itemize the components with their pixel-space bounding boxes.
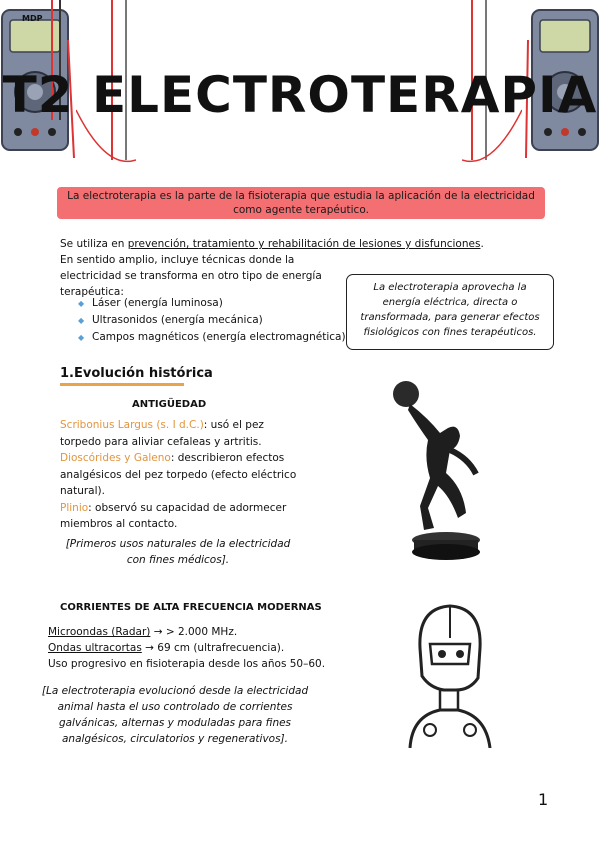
modern-item-text: → 69 cm (ultrafrecuencia). [141, 642, 285, 654]
robot-head-icon [400, 598, 496, 748]
history-item [60, 450, 300, 500]
page-number: 1 [538, 790, 549, 809]
quote-ancient: [Primeros usos naturales de la electricidad con fines médicos]. [65, 538, 291, 566]
history-text: : usó el pez torpedo para aliviar cefaleas y artritis. [60, 419, 264, 448]
modern-heading: CORRIENTES DE ALTA FRECUENCIA MODERNAS [60, 602, 322, 613]
history-text: : describieron efectos analgésicos del pez torpedo (efecto eléctrico natural). [60, 452, 297, 497]
intro-underlined: prevención, tratamiento y rehabilitación de lesiones y disfunciones [127, 238, 481, 250]
section-title-underline [60, 383, 184, 386]
modern-item-term: Microondas (Radar) [48, 626, 151, 638]
section-title: 1.Evolución histórica [60, 366, 213, 381]
quote-summary: [La electroterapia evolucionó desde la electricidad animal hasta el uso controlado de corrientes galvánicas, alternas y moduladas para fines analgésicos, circulatorios y regenerativos]. [41, 685, 309, 745]
list-item: ◆ Láser (energía luminosa) [78, 295, 346, 312]
discobolus-statue-icon [388, 378, 488, 563]
history-name: Dioscórides y Galeno [60, 452, 171, 464]
history-name: Scribonius Largus (s. I d.C.) [60, 419, 204, 431]
list-item: ◆ Ultrasonidos (energía mecánica) [78, 312, 346, 329]
modern-list [48, 624, 325, 672]
modern-item-text: → > 2.000 MHz. [150, 626, 238, 638]
history-name: Plinio [60, 501, 89, 514]
modern-item-term: Ondas ultracortas [48, 642, 142, 654]
intro-text-b: . [480, 238, 484, 250]
history-item [60, 417, 300, 450]
modern-item-text: Uso progresivo en fisioterapia desde los años 50–60. [48, 658, 326, 670]
intro-line2: En sentido amplio, incluye técnicas donde la electricidad se transforma en otro tipo de energía terapéutica: [60, 254, 322, 298]
note-box: La electroterapia aprovecha la energía eléctrica, directa o transformada, para generar efectos fisiológicos con fines terapéuticos. [346, 274, 554, 350]
history-text: : observó su capacidad de adormecer miembros al contacto. [60, 501, 287, 530]
modern-item [48, 656, 325, 672]
page-title: T2 ELECTROTERAPIA [2, 66, 598, 124]
history-list [60, 417, 300, 533]
list-item: ◆ Campos magnéticos (energía electromagnética) [78, 329, 346, 346]
antiguedad-heading: ANTIGÜEDAD [132, 399, 207, 410]
intro-text-a: Se utiliza en [60, 238, 128, 250]
modern-item [48, 640, 325, 656]
history-item [60, 500, 300, 533]
modern-item [48, 624, 325, 640]
mdp-label: MDP [22, 14, 43, 23]
definition-highlight: La electroterapia es la parte de la fisioterapia que estudia la aplicación de la electricidad como agente terapéutico. [57, 187, 545, 219]
techniques-list [78, 295, 346, 346]
